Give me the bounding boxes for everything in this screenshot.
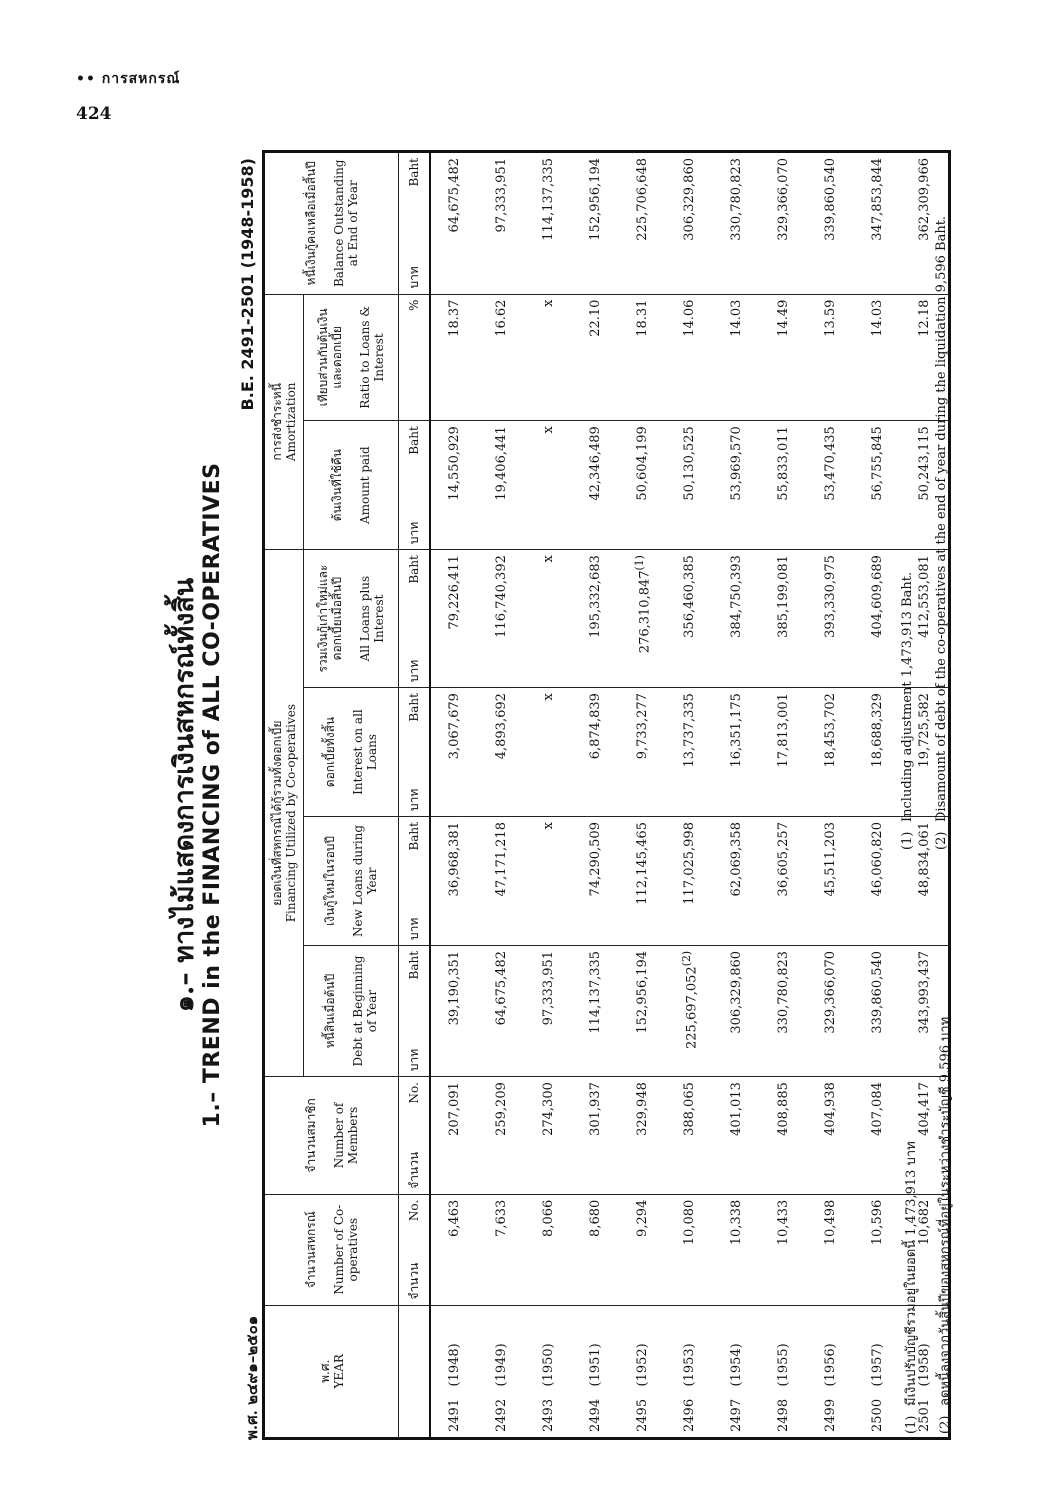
cell-coops: 6,463 <box>430 1194 478 1305</box>
cell-coops: 10,338 <box>713 1194 760 1305</box>
table-body <box>430 152 950 1439</box>
cell-coops: 8,680 <box>572 1194 619 1305</box>
cell-amount-paid: 19,406,441 <box>478 421 525 550</box>
cell-balance: 97,333,951 <box>478 152 525 295</box>
cell-all-loans: 356,460,385 <box>666 550 713 688</box>
cell-members: 259,209 <box>478 1077 525 1195</box>
table-row <box>807 152 854 1439</box>
col-header-all-loans: รวมเงินกู้เก่าใหม่และดอกเบี้ยเมื่อสิ้นปี All Loans plus Interest <box>304 550 399 688</box>
cell-members: 388,065 <box>666 1077 713 1195</box>
cell-interest: 18,453,702 <box>807 688 854 817</box>
cell-balance: 347,853,844 <box>854 152 901 295</box>
cell-all-loans: 276,310,847$^{(1)}$ <box>619 550 666 688</box>
cell-all-loans: 412,553,081 <box>901 550 950 688</box>
cell-members: 404,938 <box>807 1077 854 1195</box>
cell-members: 301,937 <box>572 1077 619 1195</box>
cell-coops: 10,080 <box>666 1194 713 1305</box>
cell-amount-paid: 42,346,489 <box>572 421 619 550</box>
cell-new-loans: 36,605,257 <box>760 817 807 946</box>
cell-new-loans: x <box>525 817 572 946</box>
footnote-en-1: (1)Including adjustment 1,473,913 Baht. <box>900 571 915 850</box>
group-header-financing: ยอดเงินที่สหกรณ์ได้กู้รวมทั้งดอกเบี้ย Financing Utilized by Co-operatives <box>264 550 304 1077</box>
cell-new-loans: 45,511,203 <box>807 817 854 946</box>
cell-interest: 13,737,335 <box>666 688 713 817</box>
cell-year: 2499 (1956) <box>807 1305 854 1438</box>
cell-ratio: 16.62 <box>478 294 525 421</box>
table-row <box>430 152 478 1439</box>
cell-coops: 10,596 <box>854 1194 901 1305</box>
cell-year: 2500 (1957) <box>854 1305 901 1438</box>
cell-members: 207,091 <box>430 1077 478 1195</box>
cell-members: 274,300 <box>525 1077 572 1195</box>
cell-year: 2498 (1955) <box>760 1305 807 1438</box>
cell-interest: 4,893,692 <box>478 688 525 817</box>
cell-year: 2493 (1950) <box>525 1305 572 1438</box>
cell-debt-begin: 225,697,052$^{(2)}$ <box>666 945 713 1076</box>
cell-all-loans: 79,226,411 <box>430 550 478 688</box>
cell-year: 2495 (1952) <box>619 1305 666 1438</box>
cell-ratio: 14.49 <box>760 294 807 421</box>
cell-new-loans: 47,171,218 <box>478 817 525 946</box>
cell-debt-begin: 343,993,437 <box>901 945 950 1076</box>
cell-amount-paid: 14,550,929 <box>430 421 478 550</box>
cell-new-loans: 74,290,509 <box>572 817 619 946</box>
cell-year: 2492 (1949) <box>478 1305 525 1438</box>
title-thai: ๑.– ทางไม้แสดงการเงินสหกรณ์ทั้งสิ้น <box>169 577 200 1013</box>
col-header-coops: จำนวนสหกรณ์ Number of Co-operatives <box>264 1194 399 1305</box>
cell-ratio: 12.18 <box>901 294 950 421</box>
cell-coops: 10,682 <box>901 1194 950 1305</box>
cell-interest: 16,351,175 <box>713 688 760 817</box>
cell-interest: x <box>525 688 572 817</box>
cell-interest: 6,874,839 <box>572 688 619 817</box>
running-head: •• การสหกรณ์ <box>76 71 181 87</box>
financing-table <box>262 150 951 1440</box>
cell-all-loans: 385,199,081 <box>760 550 807 688</box>
unit-amount-paid: บาท Baht <box>399 421 431 550</box>
unit-all-loans: บาท Baht <box>399 550 431 688</box>
table-row <box>713 152 760 1439</box>
table-row <box>619 152 666 1439</box>
cell-members: 407,084 <box>854 1077 901 1195</box>
footnotes-thai <box>900 874 968 1434</box>
cell-interest: 19,725,582 <box>901 688 950 817</box>
cell-ratio: x <box>525 294 572 421</box>
col-header-balance: หนี้เงินกู้คงเหลือเมื่อสิ้นปี Balance Outstanding at End of Year <box>264 152 399 295</box>
col-header-year: พ.ศ. YEAR <box>264 1305 399 1438</box>
unit-balance: บาท Baht <box>399 152 431 295</box>
footnote-ref: (2) <box>679 950 693 967</box>
cell-all-loans: 404,609,689 <box>854 550 901 688</box>
cell-ratio: 18.31 <box>619 294 666 421</box>
cell-debt-begin: 114,137,335 <box>572 945 619 1076</box>
cell-year: 2501 (1958) <box>901 1305 950 1438</box>
cell-coops: 9,294 <box>619 1194 666 1305</box>
cell-coops: 10,498 <box>807 1194 854 1305</box>
unit-interest: บาท Baht <box>399 688 431 817</box>
group-header-amortization: การส่งชำระหนี้ Amortization <box>264 294 304 550</box>
cell-year: 2491 (1948) <box>430 1305 478 1438</box>
cell-all-loans: 116,740,392 <box>478 550 525 688</box>
rotated-table-page <box>150 150 980 1440</box>
cell-debt-begin: 97,333,951 <box>525 945 572 1076</box>
cell-balance: 330,780,823 <box>713 152 760 295</box>
cell-members: 408,885 <box>760 1077 807 1195</box>
cell-debt-begin: 152,956,194 <box>619 945 666 1076</box>
cell-year: 2494 (1951) <box>572 1305 619 1438</box>
cell-new-loans: 46,060,820 <box>854 817 901 946</box>
cell-interest: 3,067,679 <box>430 688 478 817</box>
period-english: B.E. 2491-2501 (1948-1958) <box>238 158 257 411</box>
table-row <box>572 152 619 1439</box>
unit-coops: จำนวน No. <box>399 1194 431 1305</box>
cell-balance: 329,366,070 <box>760 152 807 295</box>
cell-balance: 306,329,860 <box>666 152 713 295</box>
unit-members: จำนวน No. <box>399 1077 431 1195</box>
table-row <box>760 152 807 1439</box>
cell-new-loans: 48,834,061 <box>901 817 950 946</box>
col-header-members: จำนวนสมาชิก Number of Members <box>264 1077 399 1195</box>
cell-debt-begin: 330,780,823 <box>760 945 807 1076</box>
col-header-interest: ดอกเบี้ยทั้งสิ้น Interest on all Loans <box>304 688 399 817</box>
cell-amount-paid: 50,243,115 <box>901 421 950 550</box>
col-header-amount-paid: ต้นเงินที่ใช้คืน Amount paid <box>304 421 399 550</box>
table-row <box>666 152 713 1439</box>
unit-ratio: % <box>399 294 431 421</box>
cell-members: 404,417 <box>901 1077 950 1195</box>
cell-all-loans: 195,332,683 <box>572 550 619 688</box>
footnote-ref: (1) <box>632 555 646 571</box>
footnotes-english <box>900 150 968 850</box>
cell-interest: 9,733,277 <box>619 688 666 817</box>
cell-all-loans: x <box>525 550 572 688</box>
cell-ratio: 14.06 <box>666 294 713 421</box>
cell-debt-begin: 339,860,540 <box>854 945 901 1076</box>
footnote-th-1: (1)มีเงินปรับบัญชีรวมอยู่ในยอดนี้ 1,473,913 บาท <box>904 1141 919 1434</box>
cell-debt-begin: 306,329,860 <box>713 945 760 1076</box>
cell-amount-paid: 55,833,011 <box>760 421 807 550</box>
cell-balance: 362,309,966 <box>901 152 950 295</box>
unit-debt-begin: บาท Baht <box>399 945 431 1076</box>
cell-debt-begin: 329,366,070 <box>807 945 854 1076</box>
cell-year: 2497 (1954) <box>713 1305 760 1438</box>
cell-ratio: 14.03 <box>854 294 901 421</box>
cell-ratio: 22.10 <box>572 294 619 421</box>
table-row <box>854 152 901 1439</box>
cell-amount-paid: 53,470,435 <box>807 421 854 550</box>
cell-balance: 339,860,540 <box>807 152 854 295</box>
cell-debt-begin: 39,190,351 <box>430 945 478 1076</box>
cell-year: 2496 (1953) <box>666 1305 713 1438</box>
cell-balance: 152,956,194 <box>572 152 619 295</box>
cell-new-loans: 117,025,998 <box>666 817 713 946</box>
cell-coops: 8,066 <box>525 1194 572 1305</box>
col-header-debt-begin: หนี้สินเมื่อต้นปี Debt at Beginning of Year <box>304 945 399 1076</box>
title-english: 1.– TREND in the FINANCING of ALL CO-OPERATIVES <box>200 462 225 1128</box>
cell-all-loans: 384,750,393 <box>713 550 760 688</box>
table-row <box>525 152 572 1439</box>
cell-balance: 64,675,482 <box>430 152 478 295</box>
cell-amount-paid: 50,130,525 <box>666 421 713 550</box>
cell-amount-paid: 56,755,845 <box>854 421 901 550</box>
cell-amount-paid: 53,969,570 <box>713 421 760 550</box>
page-number: 424 <box>76 104 112 124</box>
cell-balance: 114,137,335 <box>525 152 572 295</box>
cell-amount-paid: 50,604,199 <box>619 421 666 550</box>
table-row <box>478 152 525 1439</box>
cell-coops: 7,633 <box>478 1194 525 1305</box>
footnote-th-2: (2)ลดหนี้ลงจากวันสิ้นปีของสหกรณ์ที่อยู่ในระหว่างชำระบัญชี 9,596 บาท <box>938 1016 953 1434</box>
cell-ratio: 18.37 <box>430 294 478 421</box>
cell-new-loans: 112,145,465 <box>619 817 666 946</box>
cell-ratio: 13.59 <box>807 294 854 421</box>
cell-members: 329,948 <box>619 1077 666 1195</box>
cell-ratio: 14.03 <box>713 294 760 421</box>
col-header-new-loans: เงินกู้ใหม่ในรอบปี New Loans during Year <box>304 817 399 946</box>
cell-balance: 225,706,648 <box>619 152 666 295</box>
cell-debt-begin: 64,675,482 <box>478 945 525 1076</box>
cell-interest: 18,688,329 <box>854 688 901 817</box>
col-header-ratio: เทียบส่วนกับต้นเงินและดอกเบี้ย Ratio to Loans & Interest <box>304 294 399 421</box>
cell-all-loans: 393,330,975 <box>807 550 854 688</box>
footnote-en-2: (2)Disamount of debt of the co-operatives at the end of year during the liquidation 9,596 Baht. <box>934 215 949 850</box>
unit-new-loans: บาท Baht <box>399 817 431 946</box>
cell-new-loans: 36,968,381 <box>430 817 478 946</box>
cell-amount-paid: x <box>525 421 572 550</box>
period-thai: พ.ศ. ๒๔๙๑–๒๕๐๑ <box>243 1315 261 1440</box>
cell-new-loans: 62,069,358 <box>713 817 760 946</box>
cell-coops: 10,433 <box>760 1194 807 1305</box>
unit-year <box>399 1305 431 1438</box>
cell-members: 401,013 <box>713 1077 760 1195</box>
cell-interest: 17,813,001 <box>760 688 807 817</box>
